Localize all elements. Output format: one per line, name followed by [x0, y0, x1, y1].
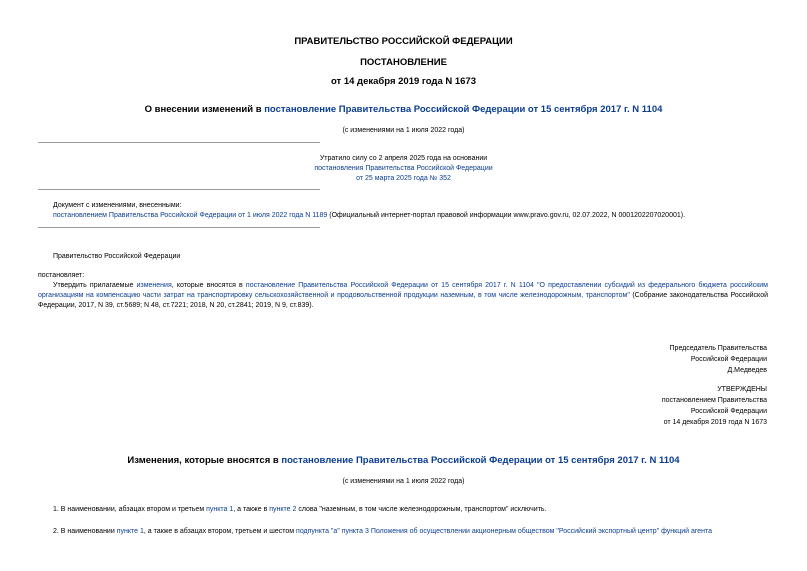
resolves: постановляет:: [38, 272, 85, 279]
government-name: ПРАВИТЕЛЬСТВО РОССИЙСКОЙ ФЕДЕРАЦИИ: [294, 36, 513, 47]
item-2: [53, 527, 768, 537]
signature-country: Российской Федерации: [690, 356, 767, 363]
signature-position: Председатель Правительства: [669, 345, 767, 352]
item-1: [53, 505, 768, 515]
divider: [38, 227, 320, 228]
main-paragraph: [38, 281, 768, 311]
lost-force-link-2[interactable]: от 25 марта 2025 года № 352: [356, 175, 451, 182]
item-2-text-1: 2. В наименовании: [53, 528, 117, 535]
changes-title-prefix: Изменения, которые вносятся в: [127, 455, 282, 466]
changes-title: [0, 455, 807, 466]
issuer: Правительство Российской Федерации: [53, 253, 181, 260]
main-text-2: , которые вносятся в: [171, 282, 246, 289]
signature-block: [670, 343, 767, 376]
title-link[interactable]: постановление Правительства Российской Федерации от 15 сентября 2017 г. N 1104: [264, 104, 663, 115]
item-2-link-2[interactable]: подпункта "а" пункта 3 Положения об осуществлении акционерным обществом "Российский экспортный центр" функций агента: [296, 528, 713, 535]
title-prefix: О внесении изменений в: [144, 104, 265, 115]
divider: [38, 189, 320, 190]
item-2-text-2: , а также в абзацах втором, третьем и шестом: [143, 528, 297, 535]
item-1-link-2[interactable]: пункте 2: [269, 506, 297, 513]
amendments-label: Документ с изменениями, внесенными:: [53, 202, 182, 209]
lost-force-line: Утратило силу со 2 апреля 2025 года на основании: [319, 155, 488, 162]
main-text-1: Утвердить прилагаемые: [53, 282, 137, 289]
revision-note-2: (с изменениями на 1 июля 2022 года): [342, 478, 465, 485]
changes-title-link[interactable]: постановление Правительства Российской Федерации от 15 сентября 2017 г. N 1104: [281, 455, 680, 466]
item-1-link-1[interactable]: пункта 1: [206, 506, 234, 513]
item-1-text-1: 1. В наименовании, абзацах втором и третьем: [53, 506, 207, 513]
revision-note: (с изменениями на 1 июля 2022 года): [342, 127, 465, 134]
lost-force-link-1[interactable]: постановления Правительства Российской Федерации: [314, 165, 493, 172]
item-1-text-2: , а также в: [233, 506, 270, 513]
lost-force-link-2-wrap: [0, 174, 807, 183]
document-date-number: от 14 декабря 2019 года N 1673: [330, 76, 476, 87]
approved-block: [662, 384, 767, 428]
document-type: ПОСТАНОВЛЕНИЕ: [360, 57, 447, 68]
item-1-text-3: слова "наземным, в том числе железнодорожным, транспортом" исключить.: [296, 506, 547, 513]
amendments-line: [53, 211, 773, 220]
resolution-1104-link[interactable]: постановление Правительства Российской Федерации от 15 сентября 2017 г. N 1104 "О предоставлении субсидий из федерального бюджета российским организациям на компенсацию части затрат на транспортировку сельскохозяйственной и продовольственной продукции наземным, в том числе железнодорожным, транспортом": [38, 282, 768, 299]
signature-name: Д.Медведев: [727, 367, 767, 374]
amendments-source: (Официальный интернет-портал правовой информации www.pravo.gov.ru, 02.07.2022, N 0001202207020001).: [327, 212, 686, 219]
item-2-link-1[interactable]: пункте 1: [116, 528, 144, 535]
divider: [38, 142, 320, 143]
approved-title: УТВЕРЖДЕНЫ: [717, 386, 767, 393]
amendments-link[interactable]: постановлением Правительства Российской Федерации от 1 июля 2022 года N 1189: [53, 212, 328, 219]
changes-link[interactable]: изменения: [136, 282, 172, 289]
lost-force-link-1-wrap: [0, 164, 807, 173]
approved-line-3: Российской Федерации: [690, 408, 767, 415]
main-text-3: (Собрание законодательства Российской Федерации, 2017, N 39, ст.5689; N 48, ст.7221; 2018, N 20, ст.2841; 2019, N 9, ст.839).: [38, 292, 768, 309]
approved-line-2: постановлением Правительства: [661, 397, 767, 404]
document-title: [0, 104, 807, 115]
approved-line-4: от 14 декабря 2019 года N 1673: [663, 419, 767, 426]
